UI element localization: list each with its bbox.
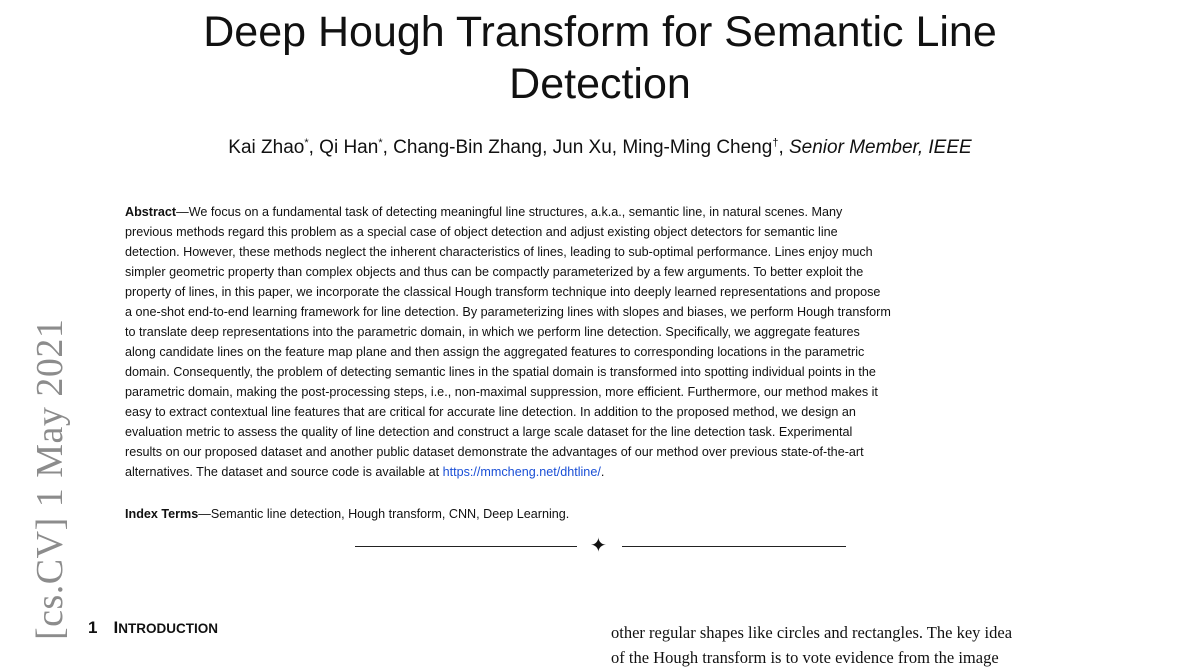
abstract-line: to translate deep representations into the parametric domain, in which we perform line detection. Specifically, we aggregate features [125,325,860,339]
abstract-line [125,462,1085,482]
abstract-line: previous methods regard this problem as a special case of object detection and adjust existing object detectors for semantic line [125,225,838,239]
author-text: , Chang-Bin Zhang, Jun Xu, Ming-Ming Cheng [382,137,773,158]
author-text: , [778,137,789,158]
abstract-text: —We focus on a fundamental task of detecting meaningful line structures, a.k.a., semantic line, in natural scenes. Many [176,205,843,219]
abstract-line: a one-shot end-to-end learning framework for line detection. By parameterizing lines with slopes and biases, we perform Hough transform [125,305,891,319]
dataset-link[interactable]: https://mmcheng.net/dhtline/ [442,465,601,479]
abstract-line: along candidate lines on the feature map plane and then assign the aggregated features to corresponding locations in the parametric [125,345,865,359]
arxiv-stamp: [cs.CV] 1 May 2021 [29,318,71,640]
author-text: Kai Zhao [228,137,305,158]
separator-rule-left [355,546,577,547]
index-terms [125,507,569,521]
corresponding-author-mark: † [772,137,779,149]
separator-diamond-icon: ✦ [590,535,607,557]
abstract-line: results on our proposed dataset and another public dataset demonstrate the advantages of our method over previous state-of-the-art [125,445,864,459]
body-line: of the Hough transform is to vote evidence from the image [611,648,999,667]
separator-rule-right [622,546,846,547]
abstract-line: domain. Consequently, the problem of detecting semantic lines in the spatial domain is transformed into spotting individual points in the [125,365,876,379]
index-terms-text: —Semantic line detection, Hough transform, CNN, Deep Learning. [198,507,570,521]
index-terms-label: Index Terms [125,507,199,521]
abstract-line: parametric domain, making the post-processing steps, i.e., non-maximal suppression, more efficient. Furthermore, our method makes it [125,385,878,399]
author-affiliation: Senior Member, IEEE [789,137,972,158]
equal-contribution-mark: * [304,137,309,149]
abstract [125,202,1085,482]
abstract-line: easy to extract contextual line features that are critical for accurate line detection. In addition to the proposed method, we design an [125,405,856,419]
title-line-2: Detection [509,60,691,108]
section-heading [88,618,218,638]
body-line: other regular shapes like circles and rectangles. The key idea [611,623,1013,642]
abstract-line: simpler geometric property than complex objects and thus can be compactly parameterized by a few arguments. To better exploit the [125,265,864,279]
right-column-text [611,620,1111,670]
abstract-line: property of lines, in this paper, we incorporate the classical Hough transform technique into deeply learned representations and propose [125,285,881,299]
section-title-rest: NTRODUCTION [118,621,218,636]
author-text: , Qi Han [308,137,379,158]
abstract-line [125,202,1085,222]
abstract-line: evaluation metric to assess the quality of line detection and construct a large scale dataset for the line detection task. Experimental [125,425,853,439]
abstract-line: detection. However, these methods neglect the inherent characteristics of lines, leading to sub-optimal performance. Lines enjoy much [125,245,873,259]
abstract-text: alternatives. The dataset and source code is available at [125,465,443,479]
paper-title [0,6,1200,110]
abstract-label: Abstract [125,205,177,219]
section-number: 1 [88,618,98,637]
author-list [0,137,1200,159]
abstract-text: . [600,465,605,479]
equal-contribution-mark: * [378,137,383,149]
section-title-initial: I [113,618,119,637]
title-line-1: Deep Hough Transform for Semantic Line [203,8,997,56]
